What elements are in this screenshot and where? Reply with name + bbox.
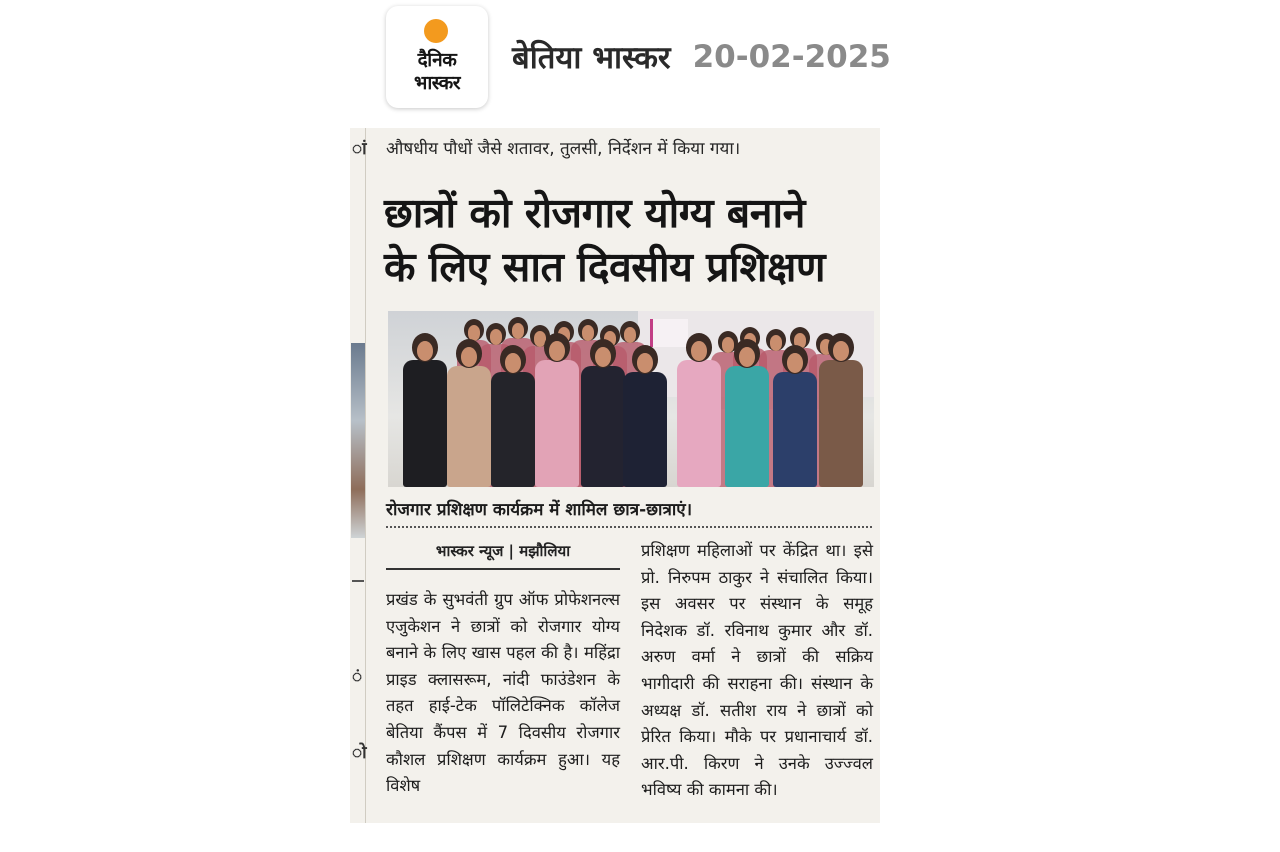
photo-banner — [650, 319, 688, 347]
byline: भास्कर न्यूज | मझौलिया — [435, 542, 571, 560]
article-column-1: प्रखंड के सुभवंती ग्रुप ऑफ प्रोफेशनल्स एजुकेशन ने छात्रों को रोजगार योग्य बनाने के लिए खास पहल की है। महिंद्रा प्राइड क्लासरूम, नांदी फाउंडेशन के तहत हाई-टेक पॉलिटेक्निक कॉलेज बेतिया कैंपस में 7 दिवसीय रोजगार कौशल प्रशिक्षण कार्यक्रम हुआ। यह विशेष — [386, 590, 620, 796]
newspaper-clipping — [350, 128, 880, 823]
adjacent-photo-fragment — [351, 343, 365, 538]
edge-fragment: ां — [352, 139, 367, 159]
headline-line1: छात्रों को रोजगार योग्य बनाने — [384, 189, 805, 237]
edge-fragment: ं — [352, 667, 363, 687]
person-body — [491, 372, 535, 487]
person-body — [535, 360, 579, 487]
person-body — [773, 372, 817, 487]
page-header — [386, 6, 891, 108]
logo-sun-icon — [424, 19, 448, 43]
edition-date: 20-02-2025 — [692, 39, 891, 75]
top-strip-text: औषधीय पौधों जैसे शतावर, तुलसी, निर्देशन में किया गया। — [386, 139, 741, 159]
person-face — [512, 323, 525, 339]
dainik-bhaskar-logo[interactable] — [386, 6, 488, 108]
edge-rule — [352, 580, 364, 582]
edition-name: बेतिया भास्कर — [512, 40, 671, 76]
person-body — [623, 372, 667, 487]
article-headline — [384, 186, 880, 294]
person-face — [490, 329, 503, 345]
headline-line2: के लिए सात दिवसीय प्रशिक्षण — [384, 243, 826, 291]
person-body — [677, 360, 721, 487]
article-column-2: प्रशिक्षण महिलाओं पर केंद्रित था। इसे प्रो. निरुपम ठाकुर ने संचालित किया। इस अवसर पर संस्थान के समूह निदेशक डॉ. रविनाथ कुमार और डॉ. अरुण वर्मा ने छात्रों की सक्रिय भागीदारी की सराहना की। संस्थान के अध्यक्ष डॉ. सतीश राय ने छात्रों को प्रेरित किया। मौके पर प्रधानाचार्य डॉ. आर.पी. किरण ने उनके उज्ज्वल भविष्य की कामना की। — [641, 541, 873, 800]
byline-rule — [386, 568, 620, 570]
logo-line2: भास्कर — [413, 72, 461, 94]
photo-caption: रोजगार प्रशिक्षण कार्यक्रम में शामिल छात्र-छात्राएं। — [386, 500, 693, 520]
person-body — [819, 360, 863, 487]
caption-divider — [386, 526, 872, 528]
group-photo — [388, 311, 874, 487]
person-face — [770, 335, 783, 351]
person-body — [725, 366, 769, 487]
logo-line1: दैनिक — [417, 49, 457, 71]
person-body — [447, 366, 491, 487]
person-body — [403, 360, 447, 487]
person-body — [581, 366, 625, 487]
person-face — [722, 337, 735, 353]
person-face — [582, 325, 595, 341]
person-face — [624, 327, 637, 343]
edge-fragment: ो — [352, 743, 367, 763]
adjacent-column-edge — [350, 128, 366, 823]
